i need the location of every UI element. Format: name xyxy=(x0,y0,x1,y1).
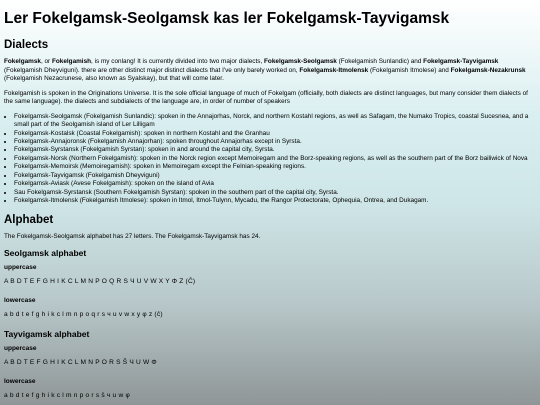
list-item: • Fokelgamsk-Annajoronsk (Fokelgamish Annajorhan): spoken throughout Annajorhas except in Syrsta. xyxy=(14,138,536,146)
tayvigamsk-uppercase-letters: A B D T E F G H I K C L M N P O R S Š Ч U W Φ xyxy=(4,359,157,367)
seolgamsk-lowercase-letters: a b d t e f g h i k c l m n p o q r s ч u v w x y φ z (ĉ) xyxy=(4,310,163,318)
dialects-intro: Fokelgamsk, or Fokelgamish, is my conlang! It is currently divided into two major dialects, Fokelgamsk-Seolgamsk (Fokelgamish Sunlandic) and Fokelgamsk-Tayvigamsk (Fokelgamish Dheyviguni). there are other distinct major distinct dialects that I've only barely worked on, Fokelgamsk-Itmolensk (Fokelgamish Itmolese) and Fokelgamsk-Nezakrunsk (Fokelgamish Nezacrunese, also known as Syalskay), but that will come later. xyxy=(4,58,526,83)
list-item: • Fokelgamsk-Syrstansk (Fokelgamish Syrstan): spoken in and around the capital city, Syrsta. xyxy=(14,146,536,154)
list-item: • Fokelgamsk-Aviask (Avese Fokelgamish): spoken on the island of Avia xyxy=(14,180,536,188)
dialects-heading: Dialects xyxy=(4,38,49,51)
list-item: • Fokelgamsk-Memoirsk (Memoiregamish): spoken in Memoiregam except the Felnian-speaking regions. xyxy=(14,163,536,171)
seolgamsk-alphabet-heading: Seolgamsk alphabet xyxy=(4,247,87,258)
seolgamsk-uppercase-letters: A B D T E F G H I K C L M N P O Q R S Ч U V W X Y Φ Z (Ĉ) xyxy=(4,277,196,285)
dialect-list xyxy=(4,113,536,206)
seolgamsk-uppercase-label: uppercase xyxy=(4,263,37,271)
list-item: • Fokelgamsk-Kostalsk (Coastal Fokelgamish): spoken in northern Kostahl and the Granhau xyxy=(14,130,536,138)
list-item: • Fokelgamsk-Norsk (Northern Fokelgamish): spoken in the Norck region except Memoiregam and the Borz-speaking regions, as well as the southern part of the Borz bailiwick of Nova xyxy=(14,155,536,163)
tayvigamsk-uppercase-label: uppercase xyxy=(4,345,37,353)
page-title: Ler Fokelgamsk-Seolgamsk kas ler Fokelgamsk-Tayvigamsk xyxy=(4,10,450,27)
list-item: • Fokelgamsk-Seolgamsk (Fokelgamish Sunlandic): spoken in the Annajorhas, Norck, and northern Kostahl regions, as well as Safagam, the Numako Tropics, coastal Sucesnea, and a small part of the Seolgamish island of Ler Lilligam xyxy=(14,113,536,130)
list-item: • Sau Fokelgamsk-Syrstansk (Southern Fokelgamish Syrstan): spoken in the southern part of the capital city, Syrsta. xyxy=(14,189,536,197)
alphabet-intro: The Fokelgamsk-Seolgamsk alphabet has 27 letters. The Fokelgamsk-Tayvigamsk has 24. xyxy=(4,233,261,241)
alphabet-heading: Alphabet xyxy=(4,213,54,226)
tayvigamsk-alphabet-heading: Tayvigamsk alphabet xyxy=(4,329,90,340)
list-item: • Fokelgamsk-Tayvigamsk (Fokelgamish Dheyviguni) xyxy=(14,172,536,180)
list-item: • Fokelgamsk-Itmolensk (Fokelgamish Itmolese): spoken in Itmol, Itmol-Tulynn, Mycadu, the Rangor Protectorate, Ophequia, Ontrea, and Dukagam. xyxy=(14,197,536,205)
dialects-description: Fokelgamish is spoken in the Originations Universe. It is the sole official language of much of Fokelgam (officially, both dialects are distinct languages, but many consider them dialects of the same language). the dialects and subdialects of the language are, in order of number of speakers xyxy=(4,89,528,106)
tayvigamsk-lowercase-label: lowercase xyxy=(4,378,36,385)
seolgamsk-lowercase-label: lowercase xyxy=(4,296,36,304)
tayvigamsk-lowercase-letters: a b d t e f g h i k c l m n p o r s š ч u w φ xyxy=(4,392,130,399)
